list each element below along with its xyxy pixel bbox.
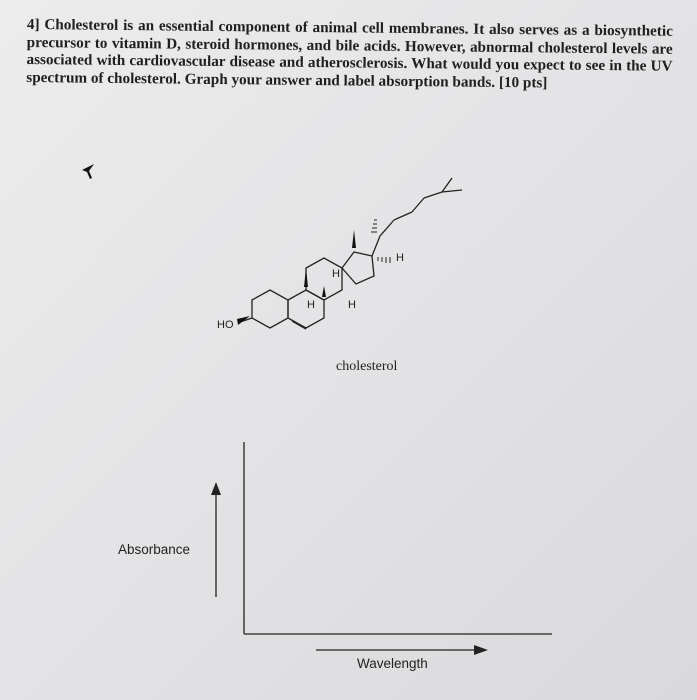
ho-label: HO xyxy=(217,319,234,331)
question-text: 4] Cholesterol is an essential component of animal cell membranes. It also serves as a biosynthetic precursor to vitamin D, steroid hormones, and bile acids. However, abnormal cholesterol levels are associated with cardiovascular disease and atherosclerosis. What would you expect to see in the UV spectrum of cholesterol. Graph your answer and label absorption bands. [10 pts] xyxy=(26,16,673,91)
h-label-left: H xyxy=(307,299,315,311)
h-label-top: H xyxy=(332,268,340,280)
mouse-pointer-icon xyxy=(80,162,96,180)
structure-caption: cholesterol xyxy=(336,359,398,374)
cholesterol-skeleton-drawing xyxy=(230,160,490,350)
cholesterol-structure xyxy=(217,160,490,350)
h-label-mid: H xyxy=(348,299,356,311)
x-axis-label: Wavelength xyxy=(357,656,428,671)
h-label-right: H xyxy=(396,252,404,264)
y-axis-label: Absorbance xyxy=(118,542,191,557)
